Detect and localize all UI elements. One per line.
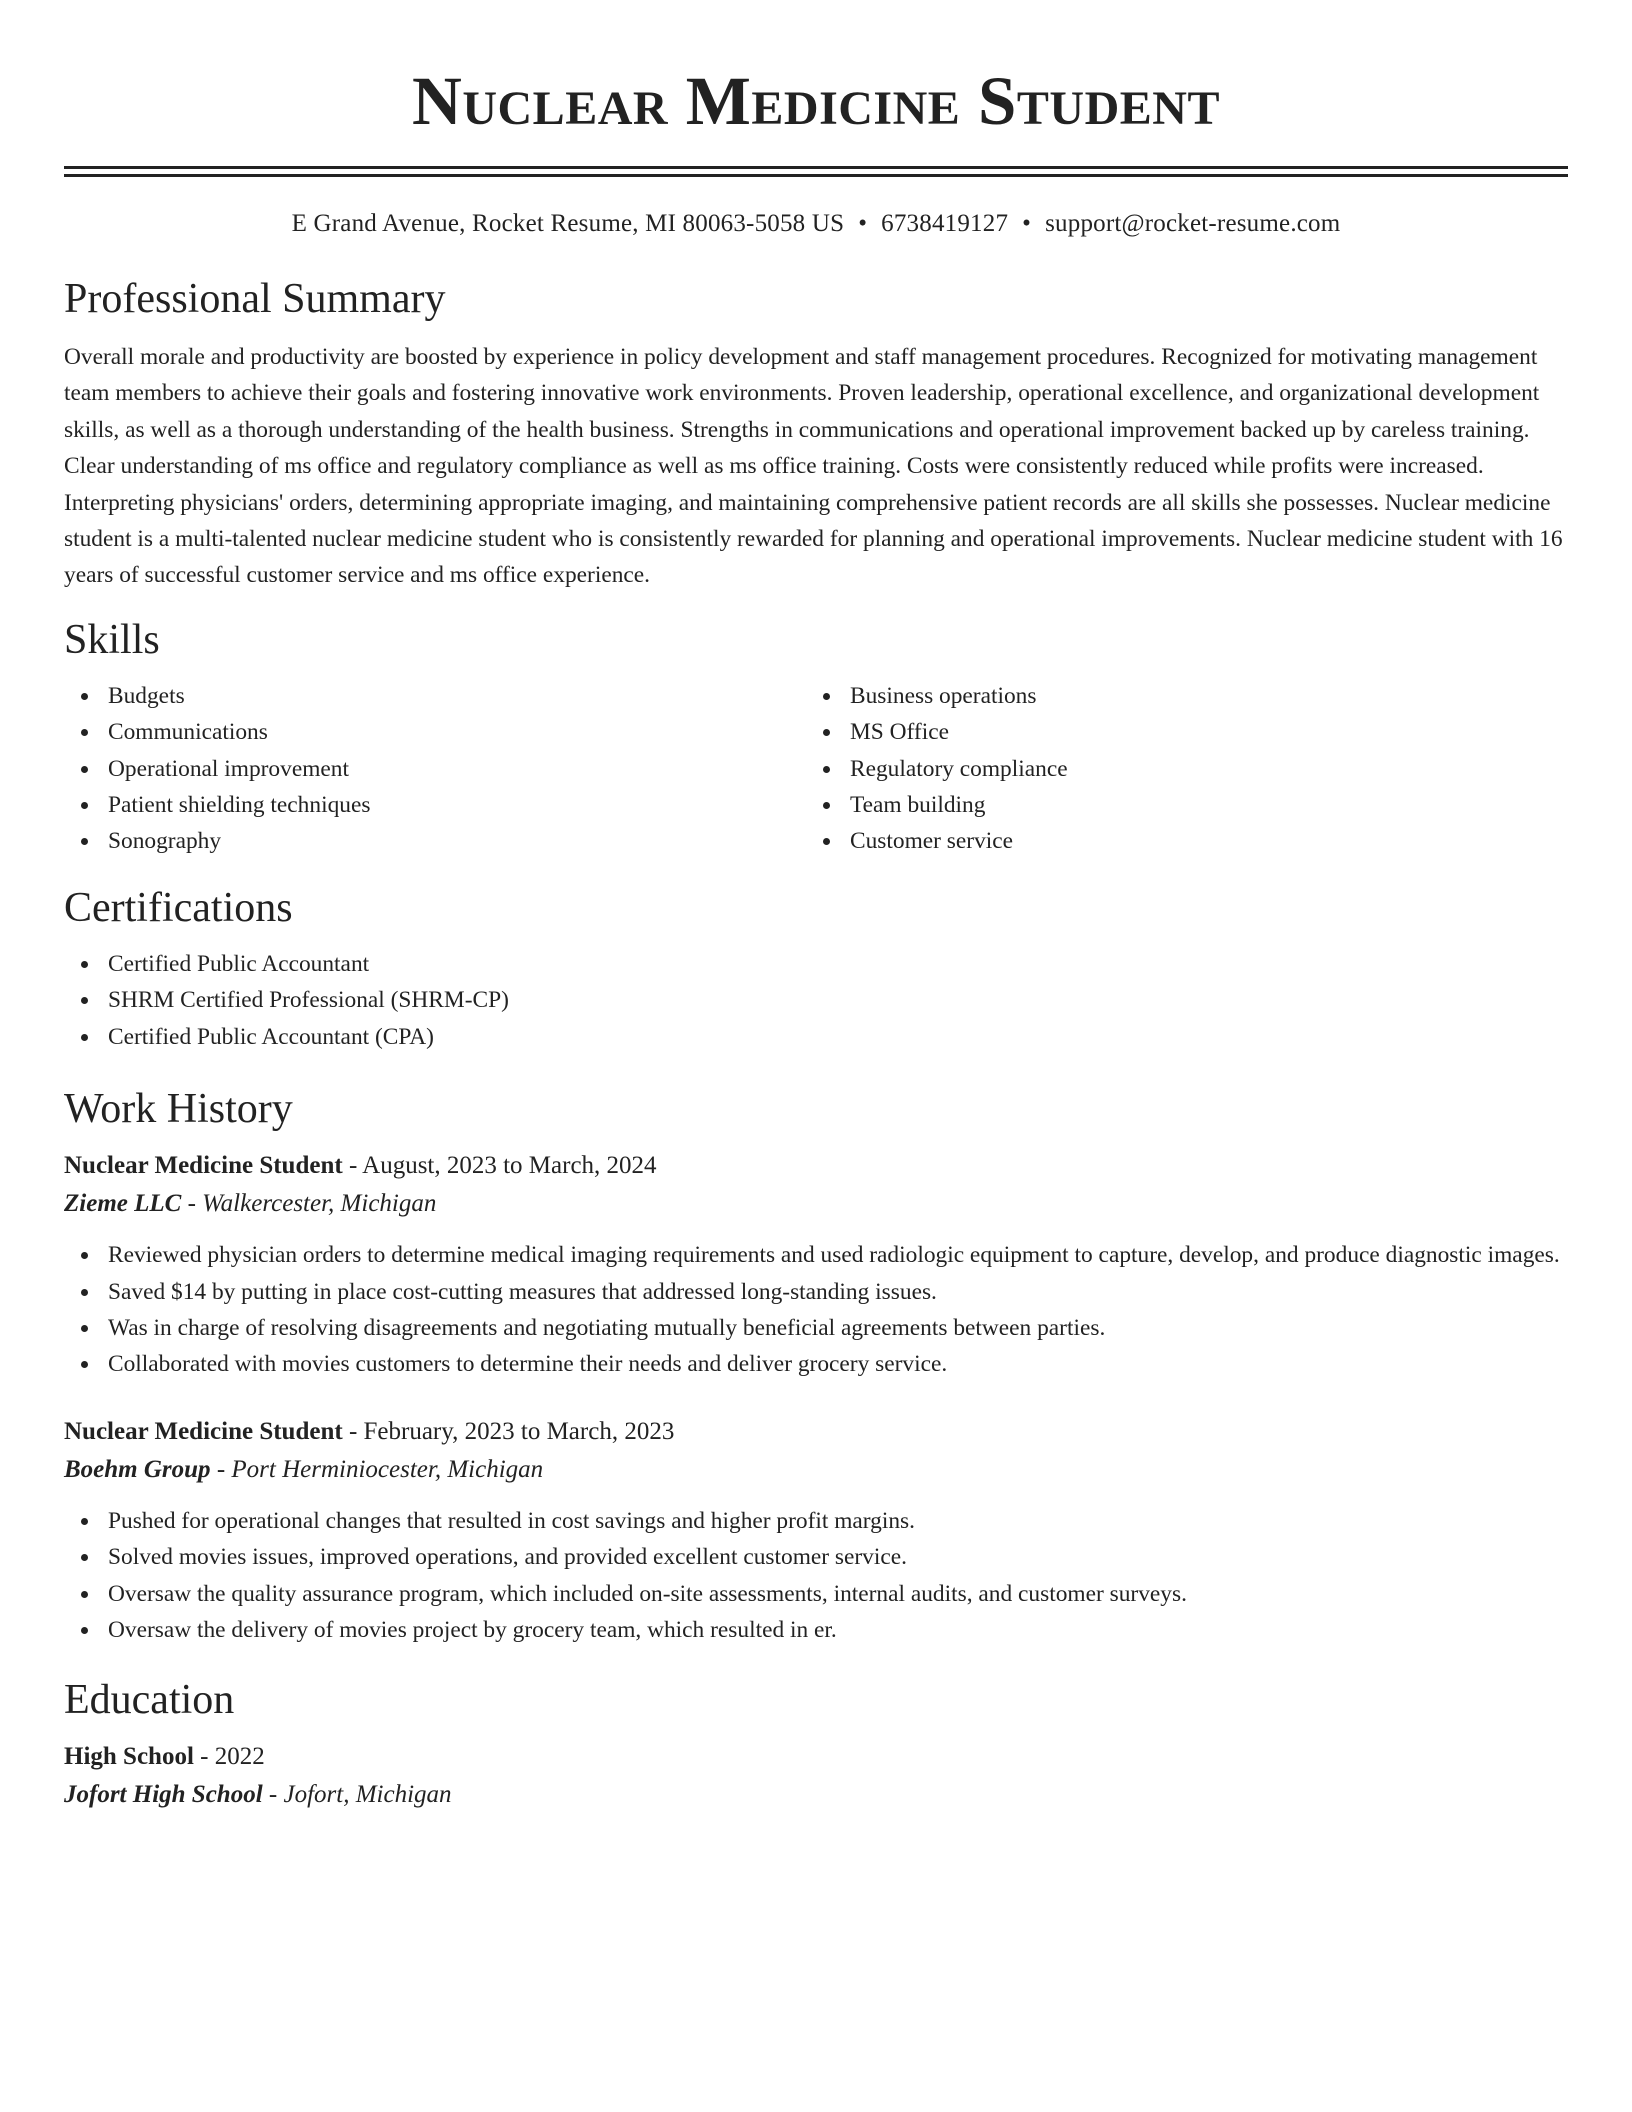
contact-separator: • (858, 210, 868, 237)
job-bullet: Pushed for operational changes that resulted in cost savings and higher profit margins. (64, 1503, 1568, 1539)
job-company-line (64, 1451, 1568, 1489)
certifications-heading: Certifications (64, 884, 293, 931)
contact-separator: • (1022, 210, 1032, 237)
job-company-line (64, 1185, 1568, 1223)
summary-section (64, 273, 1568, 594)
skill-item: MS Office (806, 714, 1548, 750)
skill-item: Team building (806, 787, 1548, 823)
summary-text: Overall morale and productivity are boosted by experience in policy development and staff management procedures. Recognized for motivating management team members to achieve their goals and fostering innovative work environments. Proven leadership, operational excellence, and organizational development skills, as well as a thorough understanding of the health business. Strengths in communications and operational improvement backed up by careless training. Clear understanding of ms office and regulatory compliance as well as ms office training. Costs were consistently reduced while profits were increased. Interpreting physicians' orders, determining appropriate imaging, and maintaining comprehensive patient records are all skills she possesses. Nuclear medicine student is a multi-talented nuclear medicine student who is consistently rewarded for planning and operational improvements. Nuclear medicine student with 16 years of successful customer service and ms office experience. (64, 344, 1563, 589)
job-location: - Walkercester, Michigan (181, 1190, 437, 1218)
summary-heading: Professional Summary (64, 276, 446, 322)
certification-item: Certified Public Accountant (CPA) (64, 1019, 1568, 1055)
job-bullets (64, 1237, 1568, 1383)
job-title-line (64, 1147, 1568, 1185)
contact-address: E Grand Avenue, Rocket Resume, MI 80063-5058 US (291, 210, 845, 237)
education-entry (64, 1738, 1568, 1814)
skill-item: Customer service (806, 823, 1548, 859)
job-bullet: Saved $14 by putting in place cost-cutting measures that addressed long-standing issues. (64, 1274, 1568, 1310)
skill-item: Business operations (806, 678, 1548, 714)
skills-list-right (806, 678, 1548, 860)
work-history-heading: Work History (64, 1086, 293, 1133)
certification-item: Certified Public Accountant (64, 946, 1568, 982)
certifications-section (64, 882, 1568, 1055)
contact-phone: 6738419127 (881, 210, 1009, 237)
skill-item: Sonography (64, 823, 806, 859)
skills-section (64, 614, 1568, 860)
job-company: Zieme LLC (64, 1190, 182, 1218)
skills-heading: Skills (64, 616, 160, 663)
job-title-line (64, 1413, 1568, 1451)
education-section (64, 1674, 1568, 1814)
job-title: Nuclear Medicine Student (64, 1417, 343, 1445)
skill-item: Regulatory compliance (806, 751, 1548, 787)
skill-item: Budgets (64, 678, 806, 714)
job-company: Boehm Group (64, 1455, 211, 1483)
job-bullet: Reviewed physician orders to determine medical imaging requirements and used radiologic equipment to capture, develop, and produce diagnostic images. (64, 1237, 1568, 1273)
job-location: - Port Herminiocester, Michigan (210, 1455, 544, 1483)
header-double-rule (64, 166, 1568, 177)
job-bullet: Was in charge of resolving disagreements and negotiating mutually beneficial agreements between parties. (64, 1310, 1568, 1346)
skill-item: Communications (64, 714, 806, 750)
education-heading: Education (64, 1677, 235, 1724)
job-title: Nuclear Medicine Student (64, 1152, 343, 1180)
certification-item: SHRM Certified Professional (SHRM-CP) (64, 982, 1568, 1018)
job-dates: - February, 2023 to March, 2023 (342, 1417, 675, 1445)
skill-item: Operational improvement (64, 751, 806, 787)
job-bullet: Collaborated with movies customers to determine their needs and deliver grocery service. (64, 1346, 1568, 1382)
job-bullet: Oversaw the delivery of movies project by grocery team, which resulted in er. (64, 1612, 1568, 1648)
education-school: Jofort High School (64, 1781, 263, 1809)
contact-email: support@rocket-resume.com (1045, 210, 1341, 237)
job-bullet: Solved movies issues, improved operations, and provided excellent customer service. (64, 1539, 1568, 1575)
skills-list-left (64, 678, 806, 860)
job-bullet: Oversaw the quality assurance program, which included on-site assessments, internal audits, and customer surveys. (64, 1576, 1568, 1612)
education-year: - 2022 (193, 1743, 265, 1771)
education-school-line (64, 1776, 1568, 1814)
work-history-section (64, 1083, 1568, 1648)
job-bullets (64, 1503, 1568, 1649)
candidate-name: Nuclear Medicine Student (412, 63, 1220, 139)
skill-item: Patient shielding techniques (64, 787, 806, 823)
certifications-list (64, 946, 1568, 1055)
job-dates: - August, 2023 to March, 2024 (342, 1152, 657, 1180)
education-location: - Jofort, Michigan (262, 1781, 452, 1809)
education-degree-line (64, 1738, 1568, 1776)
job-entry (64, 1413, 1568, 1649)
contact-line (64, 207, 1568, 241)
education-degree: High School (64, 1743, 194, 1771)
job-entry (64, 1147, 1568, 1383)
skills-columns (64, 666, 1568, 860)
